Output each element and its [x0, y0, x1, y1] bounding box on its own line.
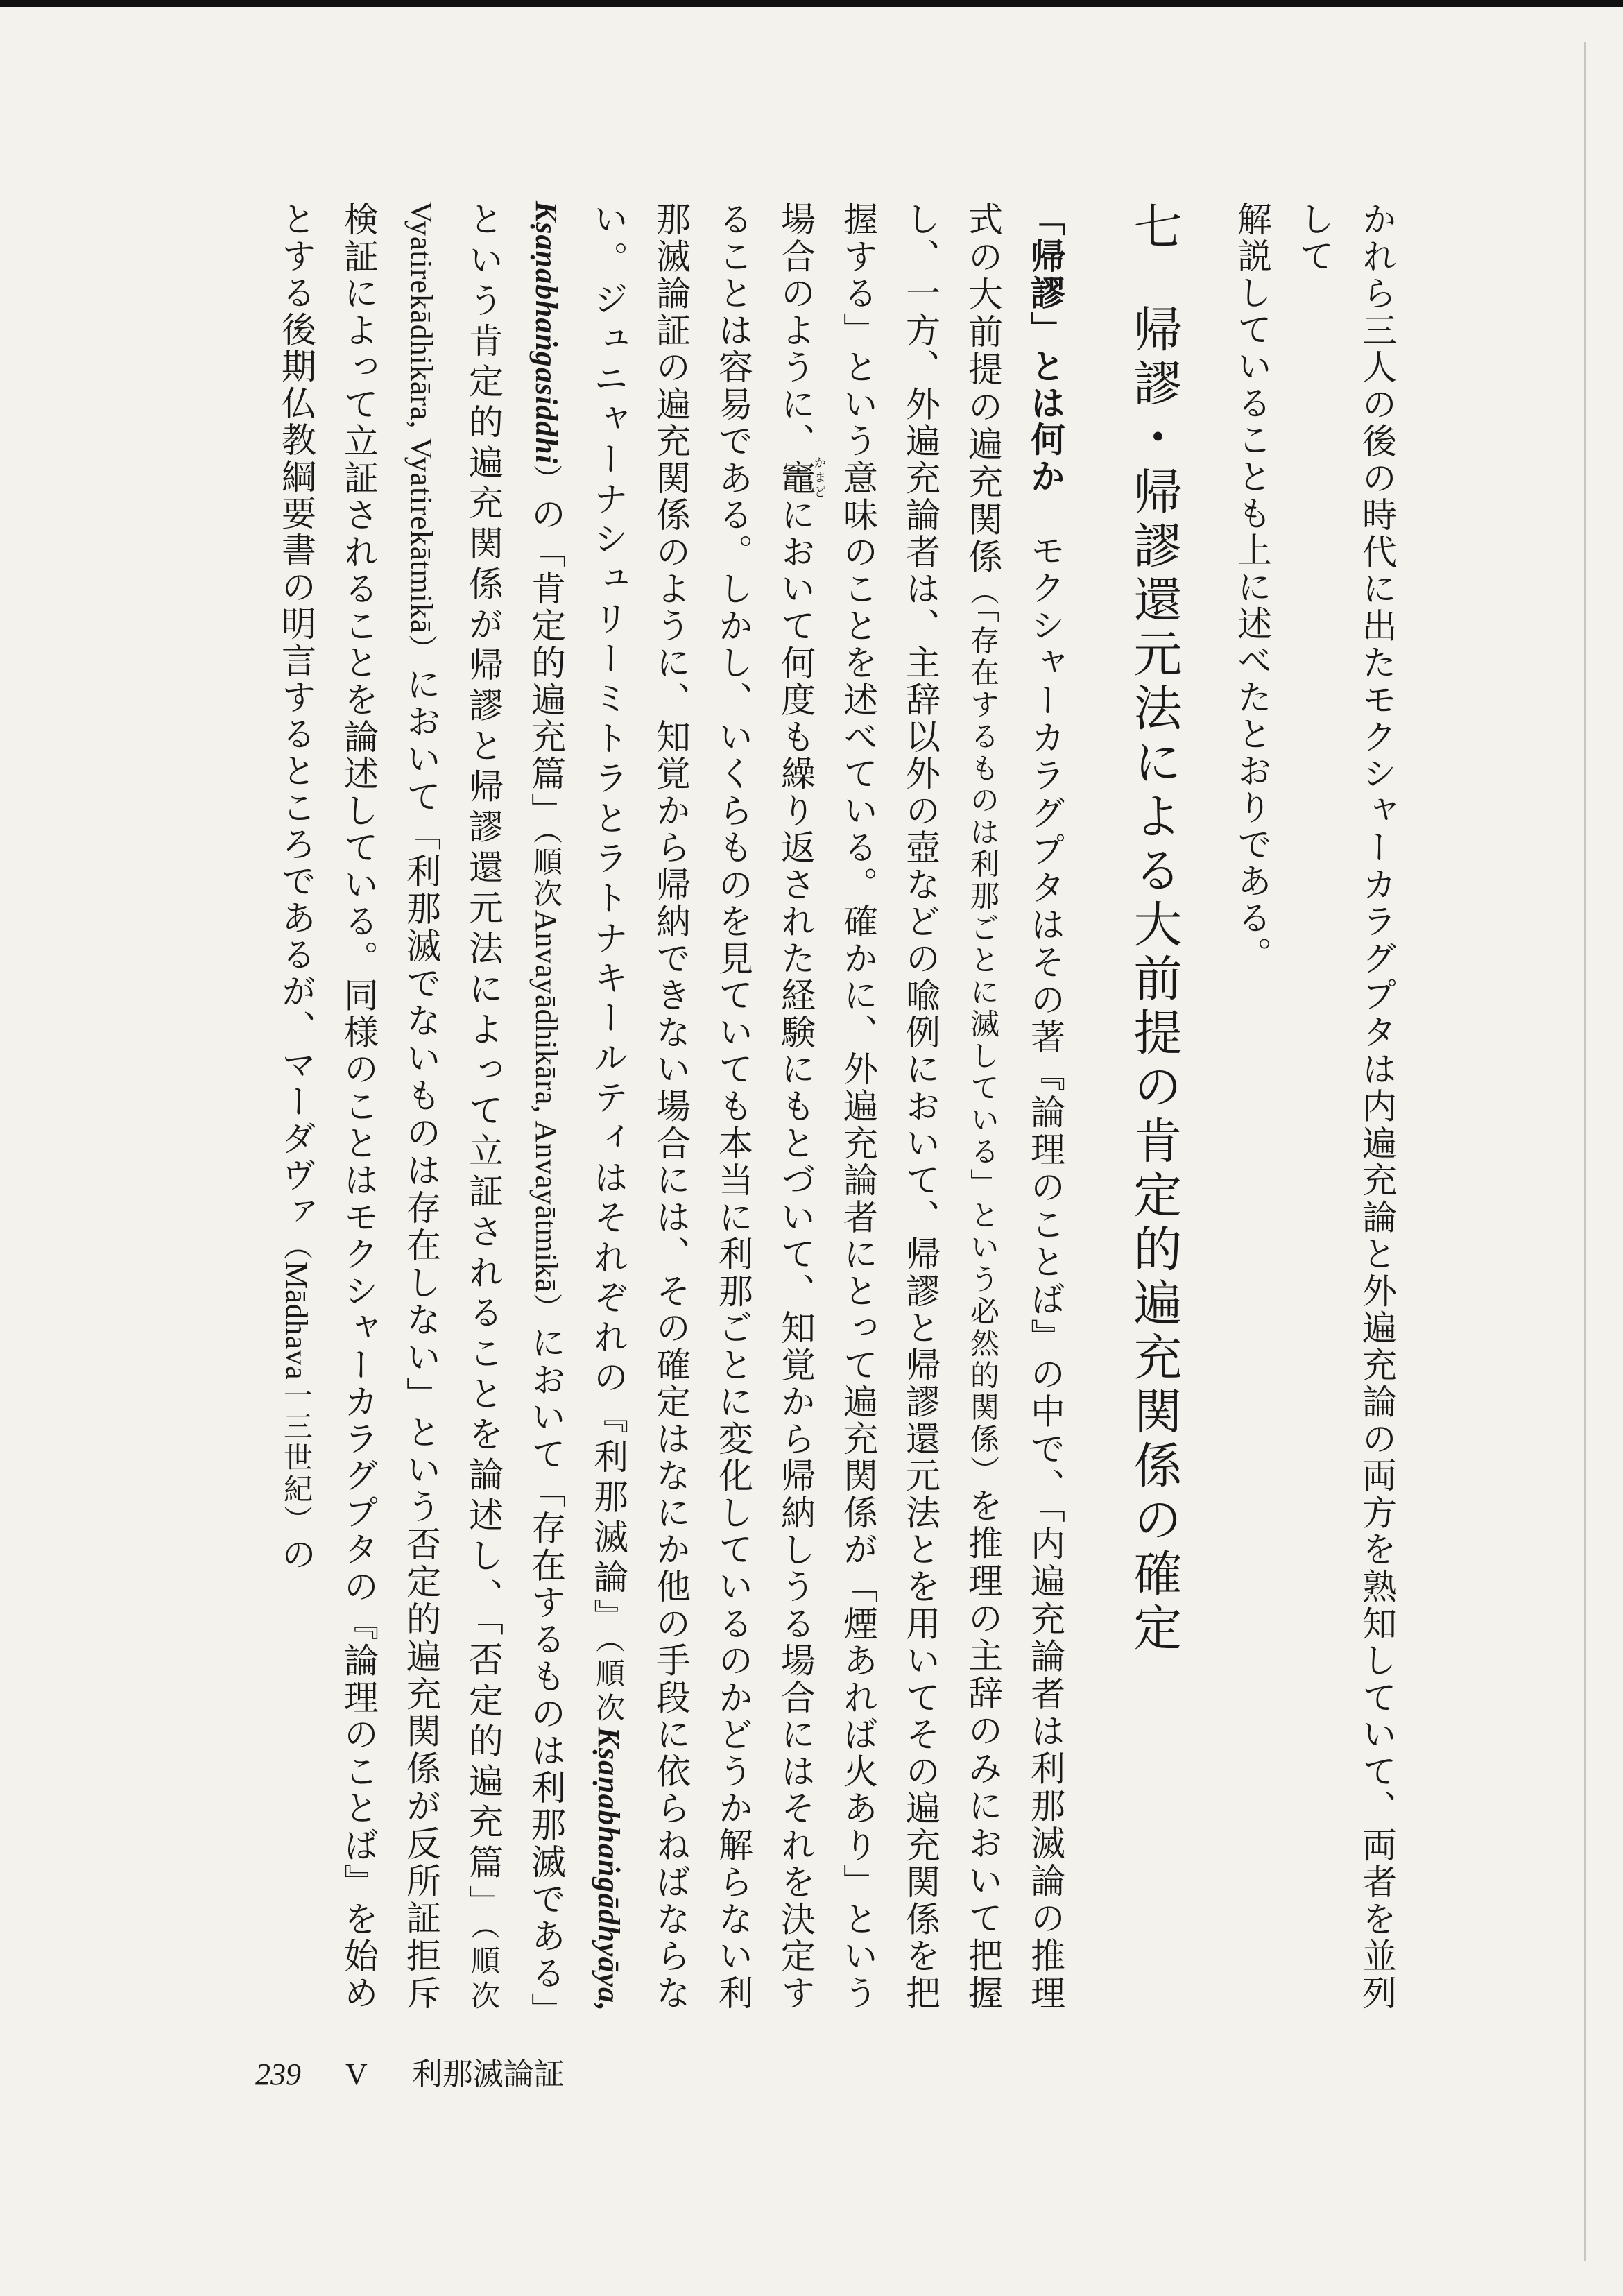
top-border — [0, 0, 1623, 7]
paragraph-heading: 「帰謬」とは何か — [1025, 201, 1065, 495]
body-paragraph — [265, 201, 1076, 2012]
body-text-f: において「利那滅でないものは存在しない」という否定的遍充関係が反所証拒斥検証によって立証されることを論述している。同様のことはモクシャーカラグプタの『論理のことば』を始めとする後期仏教綱要書の明言するところであるが、マーダヴァ — [276, 201, 441, 2012]
page-body — [229, 201, 1408, 2012]
sanskrit-title-3: Vyatirekādhikāra, Vyatirekātmikā — [404, 201, 438, 634]
section-heading — [1125, 201, 1183, 2012]
kamado-kanji: 竈 — [775, 456, 816, 500]
parenthetical-note: （「存在するものは利那ごとに滅している」という必然的関係） — [966, 576, 1000, 1488]
note-close-2: ） — [529, 1292, 563, 1325]
note-open-2: （順次 — [529, 830, 563, 910]
kamado-ruby — [775, 456, 827, 500]
body-text-d: の「肯定的遍充篇」 — [526, 495, 566, 830]
section-title: 帰謬・帰謬還元法による大前提の肯定的遍充関係の確定 — [1126, 304, 1183, 1656]
page-edge-line — [1584, 42, 1586, 2261]
body-text-tail: の — [276, 1536, 316, 1573]
body-text-b: を推理の主辞のみにおいて把握し、一方、外遍充論者は、主辞以外の壺などの喩例において、帰謬と帰謬還元法とを用いてその遍充関係を把握する」という意味のことを述べている。確かに、外遍充論者にとって遍充関係が「煙あれば火あり」という場合のように、 — [775, 201, 1003, 2012]
intro-paragraph — [1221, 201, 1408, 2012]
section-number: 七 — [1126, 201, 1183, 255]
note-close-3: ） — [404, 633, 438, 667]
body-text-a: モクシャーカラグプタはその著『論理のことば』の中で、「内遍充論者は利那滅論の推理式の大前提の遍充関係 — [963, 201, 1065, 2012]
note-open-4: （ — [280, 1231, 314, 1262]
page-number: 239 — [255, 2057, 301, 2091]
body-text-c: において何度も繰り返された経験にもとづいて、知覚から帰納しうる場合にはそれを決定することは容易である。しかし、いくらものを見ていても本当に利那ごとに変化しているのかどうか解らない利那滅論証の遍充関係のように、知覚から帰納できない場合には、その確定はなにか他の手段に依らねばならない。ジュニャーナシュリーミトラとラトナキールティはそれぞれの『利那滅論』 — [588, 201, 816, 2012]
intro-line-1: かれら三人の後の時代に出たモクシャーカラグプタは内遍充論と外遍充論の両方を熟知していて、両者を並列して — [1294, 201, 1397, 2012]
running-footer — [255, 2049, 565, 2093]
note-open-3: （順次 — [467, 1925, 501, 2012]
kamado-reading: かまど — [812, 456, 827, 500]
chapter-number: V — [345, 2057, 368, 2091]
body-text-e: において「存在するものは利那滅である」という肯定的遍充関係が帰謬と帰謬還元法によって立証されることを論述し、「否定的遍充篇」 — [463, 201, 566, 2012]
chapter-title: 利那滅論証 — [411, 2057, 565, 2092]
name-madhava: Mādhava — [280, 1262, 314, 1380]
note-close-1: ） — [529, 463, 563, 496]
note-open-1: （順次 — [592, 1638, 626, 1727]
sanskrit-title-2: Anvayādhikāra, Anvayātmikā — [529, 909, 563, 1293]
sanskrit-title-1: Kṣaṇabhaṅgādhyāya, Kṣaṇabhaṅgasiddhi — [529, 201, 626, 2012]
note-close-4: 一三世紀） — [280, 1380, 314, 1536]
intro-line-2: 解説していることも上に述べたとおりである。 — [1232, 201, 1272, 973]
